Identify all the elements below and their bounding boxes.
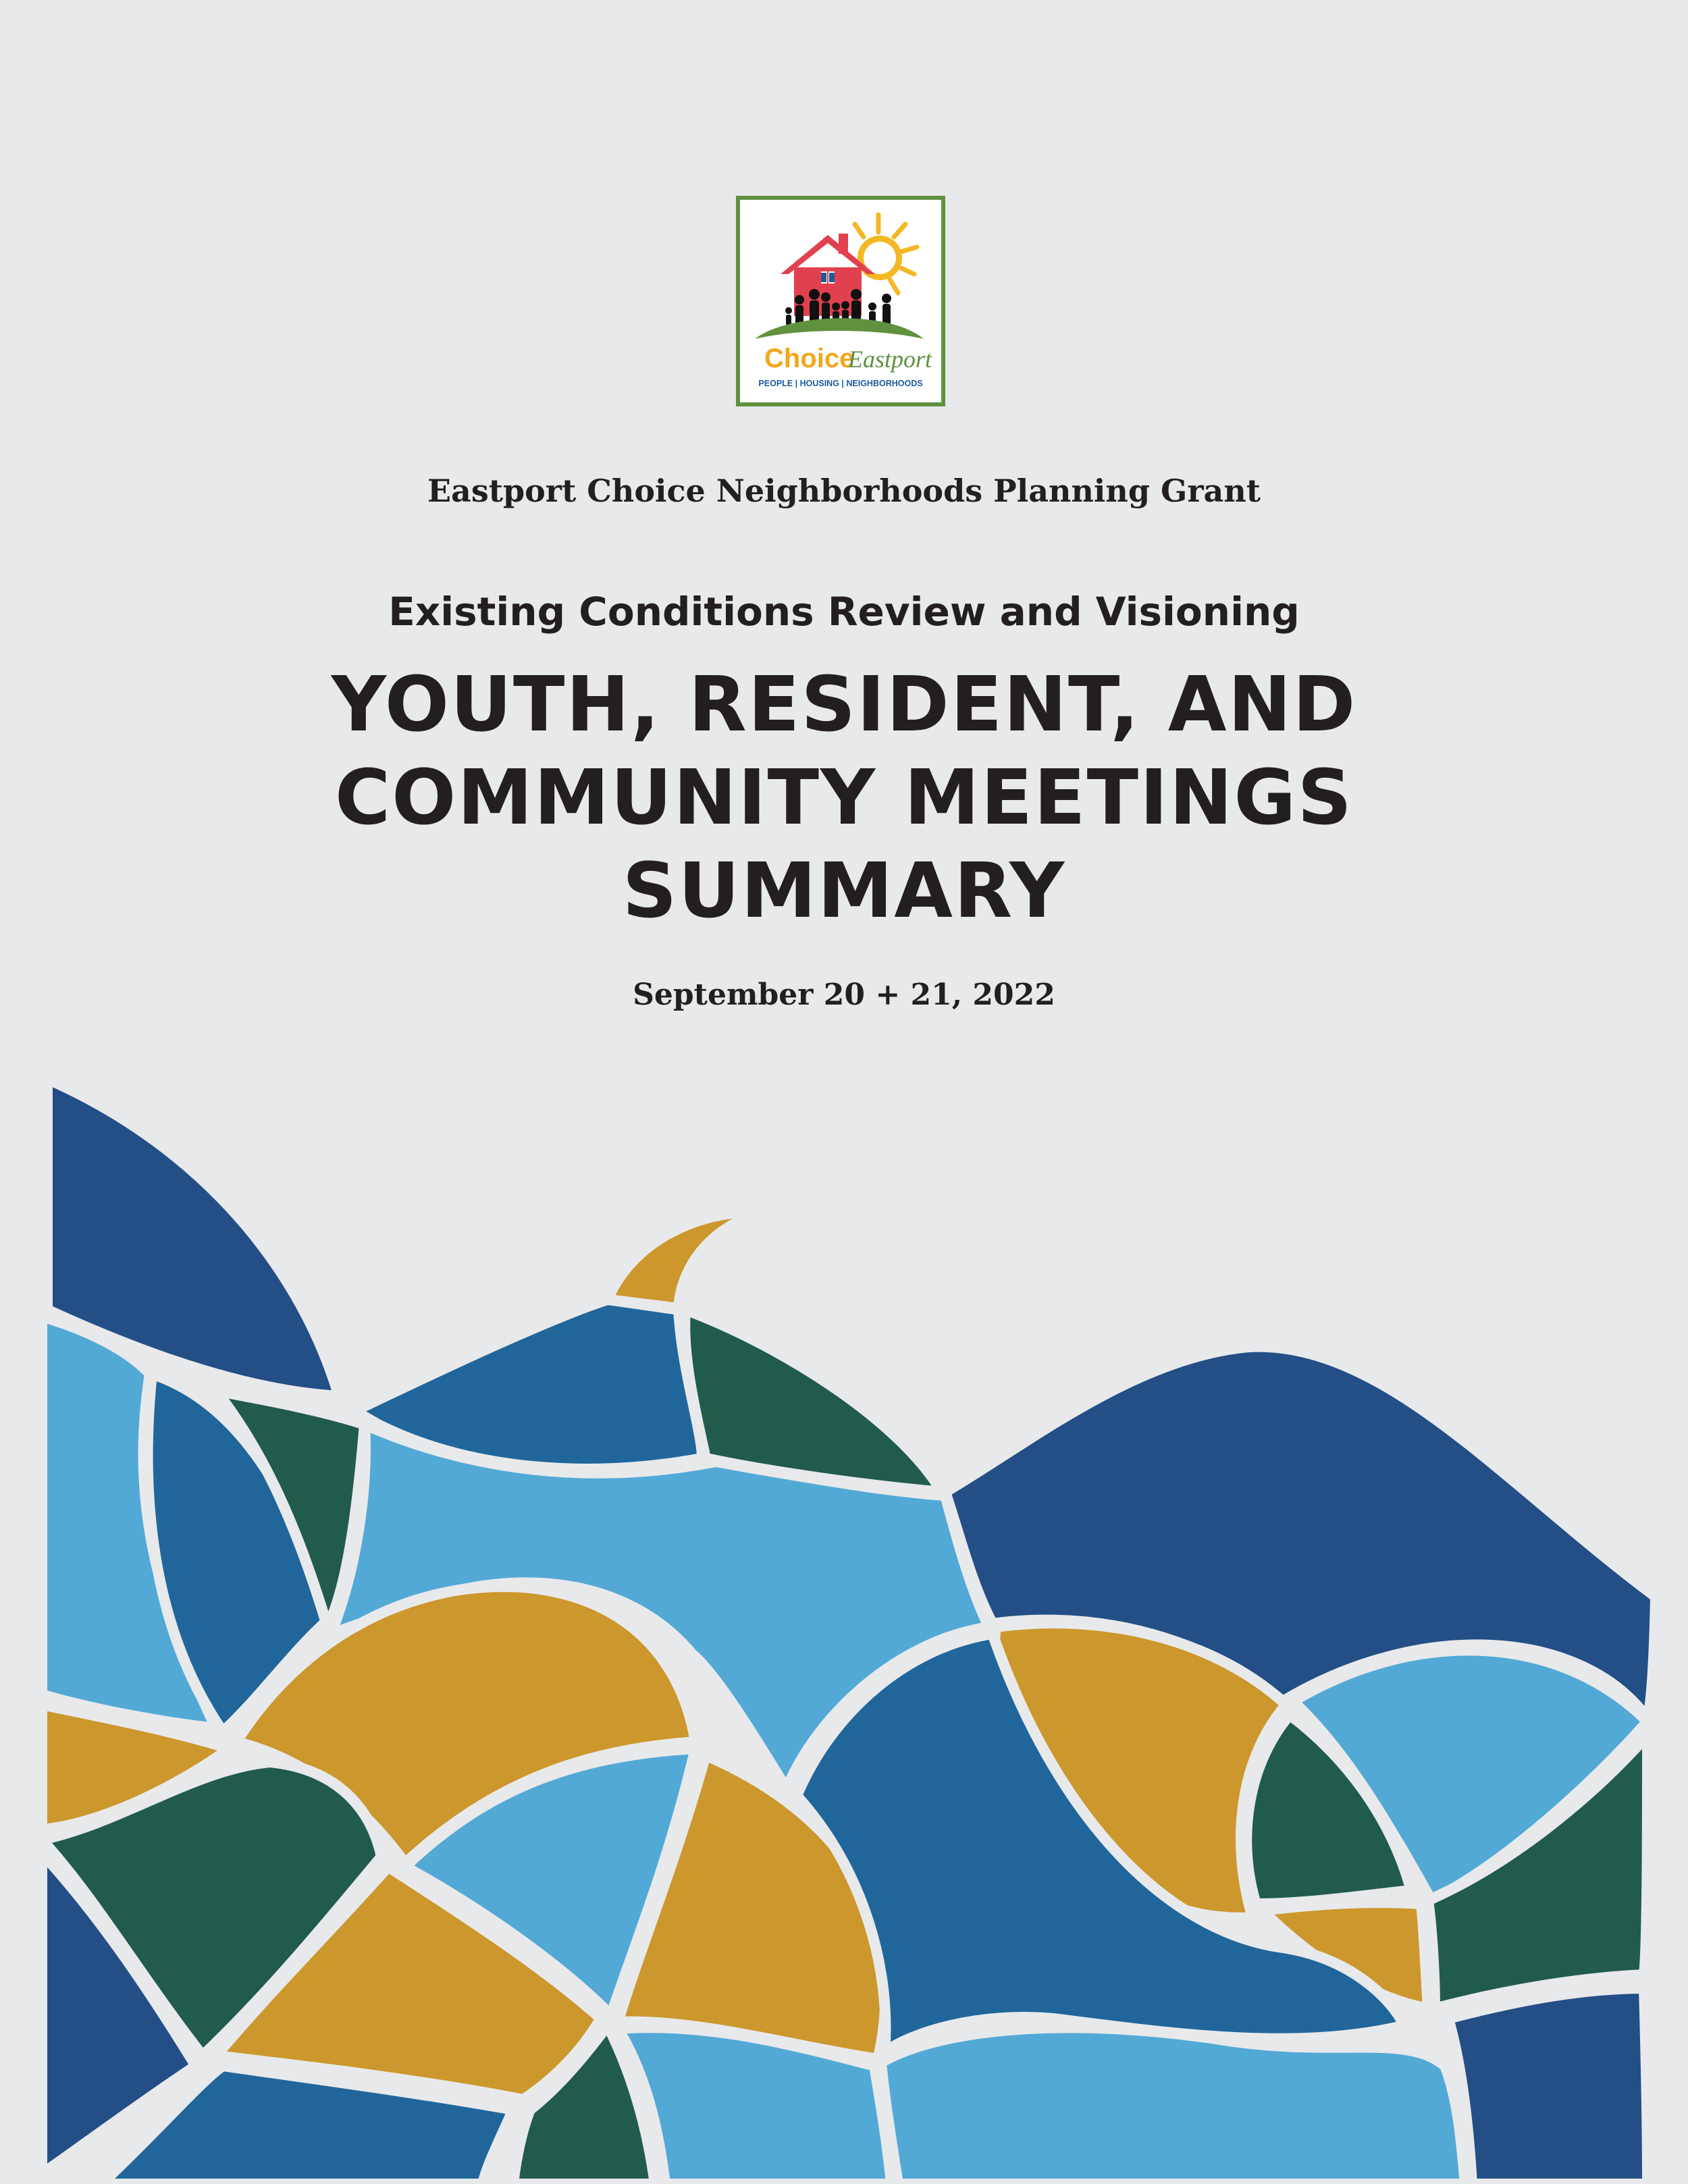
- logo-tagline: PEOPLE | HOUSING | NEIGHBORHOODS: [758, 379, 923, 388]
- document-title: [0, 658, 1688, 938]
- hill-icon: [755, 318, 924, 339]
- mosaic-wave-illustration: [0, 1053, 1688, 2184]
- choice-eastport-logo: [736, 196, 945, 406]
- title-line: SUMMARY: [622, 847, 1066, 935]
- logo-brand-primary: Choice: [764, 344, 855, 373]
- program-name: Eastport Choice Neighborhoods Planning Grant: [427, 473, 1261, 509]
- title-line: COMMUNITY MEETINGS: [334, 754, 1354, 842]
- logo-graphic: [740, 200, 941, 402]
- title-line: YOUTH, RESIDENT, AND: [331, 661, 1357, 749]
- meeting-dates: September 20 + 21, 2022: [633, 978, 1055, 1012]
- sun-icon: [855, 215, 917, 293]
- document-subtitle: Existing Conditions Review and Visioning: [388, 589, 1300, 635]
- mosaic-piece: [881, 2027, 1465, 2184]
- mosaic-piece: [1448, 1988, 1647, 2184]
- mosaic-piece: [608, 1212, 766, 1308]
- logo-brand-secondary: Eastport: [848, 346, 932, 373]
